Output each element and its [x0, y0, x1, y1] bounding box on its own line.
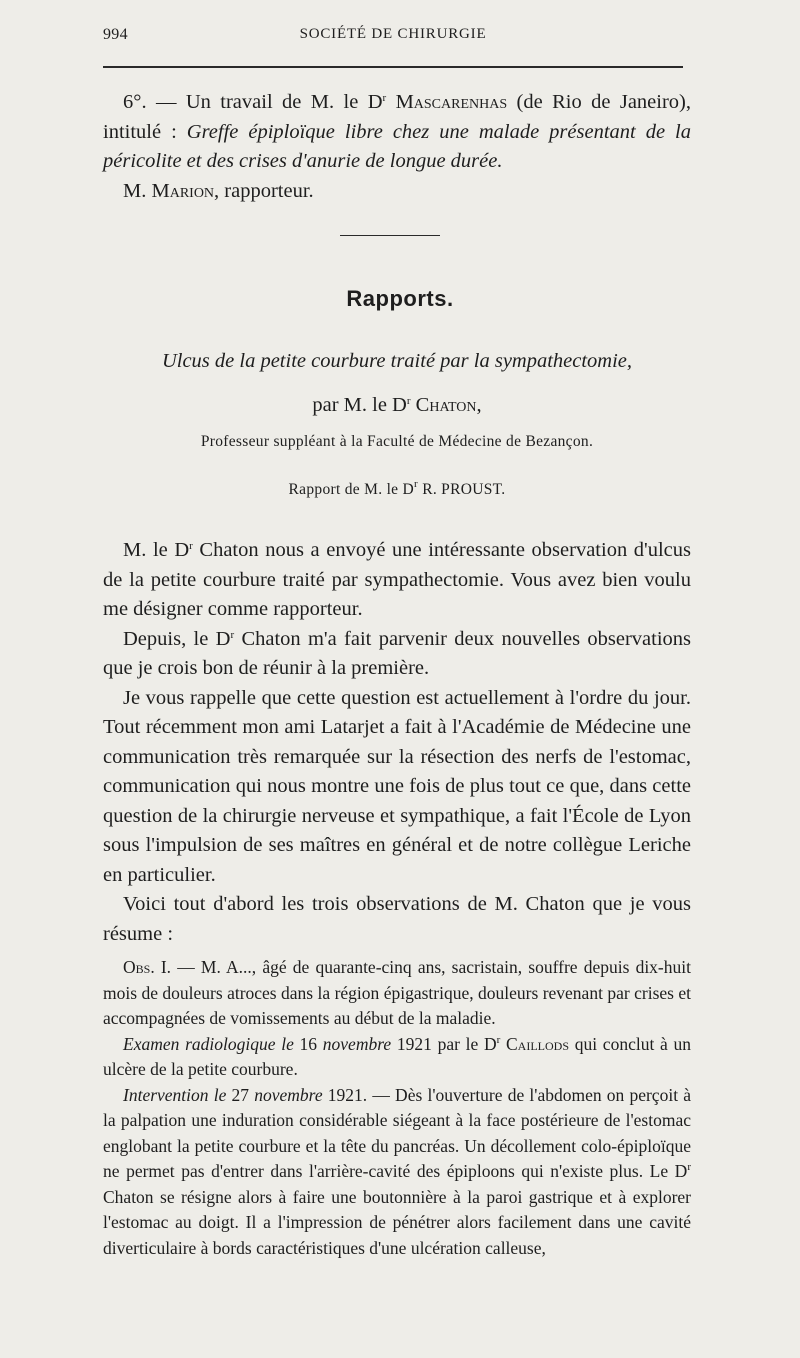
report-body [103, 536, 691, 949]
page-number: 994 [103, 26, 128, 43]
item-6-paragraph: 6°. — Un travail de M. le $D^r$ Mascarenhas (de Rio de Janeiro), intitulé : Greffe épiploïque libre chez une malade présentant de la péricolite et des crises d'anurie de longue durée. M. Marion, rapporteur. [103, 88, 691, 206]
observation-label: Obs. I. [123, 957, 172, 977]
header-rule [103, 66, 683, 68]
running-title: SOCIÉTÉ DE CHIRURGIE [299, 26, 487, 42]
body-paragraph: Depuis, le $D^r$ Chaton m'a fait parvenir deux nouvelles observations que je crois bon de réunir à la première. [103, 627, 691, 679]
observation-paragraph: Obs. I. — M. A..., âgé de quarante-cinq ans, sacristain, souffre depuis dix-huit mois de douleurs atroces dans la région épigastrique, douleurs revenant par crises et accompagnées de vomissements au début de la maladie. [103, 957, 691, 1028]
work-title: Greffe épiploïque libre chez une malade présentant de la péricolite et des crises d'anurie de longue durée. [103, 120, 691, 172]
observation-paragraph: Intervention le 27 novembre 1921. — Dès l'ouverture de l'abdomen on perçoit à la palpation une induration considérable siégeant à la face postérieure de l'estomac englobant la petite courbure et la tête du pancréas. Un décollement colo-épiploïque ne permet pas d'entrer dans l'arrière-cavité des épiploons qui n'existe plus. Le $D^r$ Chaton se résigne alors à faire une boutonnière à la paroi gastrique et à explorer l'estomac au doigt. Il a l'impression de pénétrer alors facilement dans une cavité diverticulaire à bords caractéristiques d'une ulcération calleuse, [103, 1084, 692, 1258]
report-line: Rapport de M. le $D^r$ R. PROUST. [288, 478, 506, 498]
body-paragraph: Je vous rappelle que cette question est actuellement à l'ordre du jour. Tout récemment mon ami Latarjet a fait à l'Académie de Médecine une communication très remarquée sur la résection des nerfs de l'estomac, communication qui nous montre une fois de plus tout ce que, dans cette question de la chirurgie nerveuse et sympathique, a fait l'École de Lyon sous l'impulsion de ses maîtres en général et de notre collègue Leriche en particulier. [103, 686, 691, 886]
body-paragraph: Voici tout d'abord les trois observations de M. Chaton que je vous résume : [103, 893, 691, 945]
author-name: Mascarenhas [395, 91, 508, 113]
page-header [103, 26, 683, 50]
rapporteur-line: M. Marion, rapporteur. [123, 179, 314, 202]
section-divider [340, 235, 440, 236]
body-paragraph: M. le $D^r$ Chaton nous a envoyé une intéressante observation d'ulcus de la petite courbure traité par sympathectomie. Vous avez bien voulu me désigner comme rapporteur. [103, 539, 692, 620]
observation-paragraph: Examen radiologique le 16 novembre 1921 par le $D^r$ Caillods qui conclut à un ulcère de la petite courbure. [103, 1033, 692, 1079]
author-affiliation: Professeur suppléant à la Faculté de Médecine de Bezançon. [200, 433, 594, 450]
article-byline: par M. le $D^r$ Chaton, [312, 394, 482, 416]
section-heading: Rapports. [346, 286, 454, 311]
observation-block [103, 955, 691, 1261]
article-title: Ulcus de la petite courbure traité par la sympathectomie, [161, 350, 633, 372]
